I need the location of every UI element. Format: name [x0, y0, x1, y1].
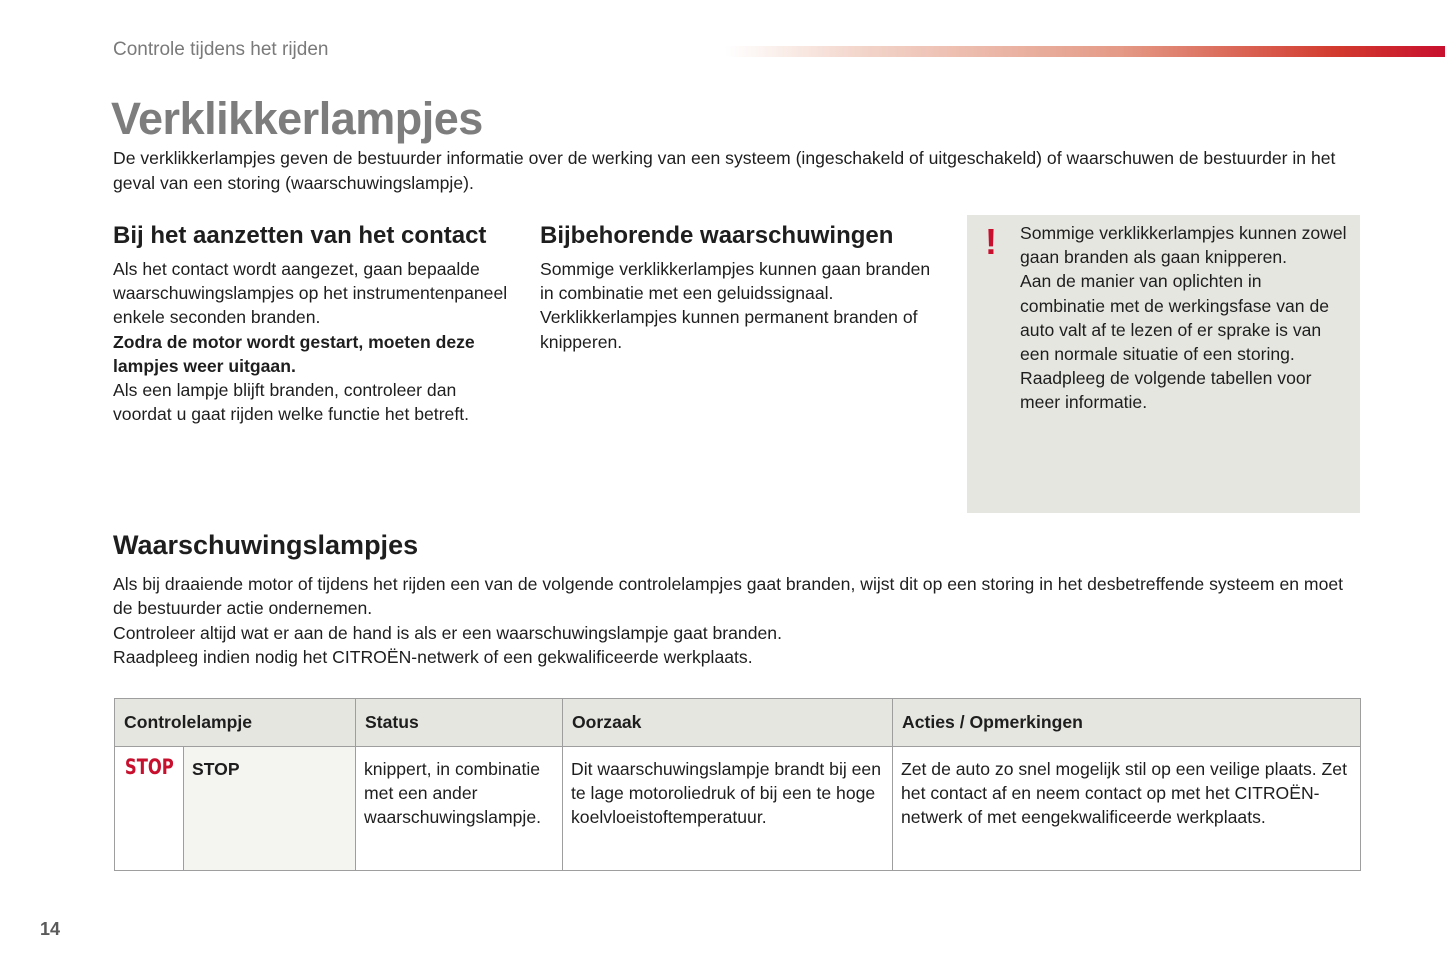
lamp-action: Zet de auto zo snel mogelijk stil op een veilige plaats. Zet het contact af en neem contact op met het CITROËN-netwerk of met eengekwalificeerde werkplaats.: [893, 747, 1361, 871]
icon-cell: [115, 747, 184, 871]
contact-text-2: Als een lampje blijft branden, controleer dan voordat u gaat rijden welke functie het betreft.: [113, 380, 469, 425]
warnings-text: [540, 257, 940, 354]
warnings-text-1: Sommige verklikkerlampjes kunnen gaan branden in combinatie met een geluidssignaal.: [540, 259, 931, 304]
contact-text-1: Als het contact wordt aangezet, gaan bepaalde waarschuwingslampjes op het instrumentenpaneel enkele seconden branden.: [113, 259, 508, 328]
section-heading: Waarschuwingslampjes: [113, 530, 419, 560]
note-text-3: Raadpleeg de volgende tabellen voor meer informatie.: [1020, 368, 1312, 413]
warning-lights-table: [114, 698, 1361, 871]
page-title: Verklikkerlampjes: [111, 93, 483, 144]
warnings-text-2: Verklikkerlampjes kunnen permanent branden of knipperen.: [540, 307, 918, 352]
note-text: [1020, 221, 1350, 415]
lamp-name: STOP: [184, 747, 356, 871]
section-text-3: Raadpleeg indien nodig het CITROËN-netwerk of een gekwalificeerde werkplaats.: [113, 646, 753, 667]
column-header-acties: Acties / Opmerkingen: [893, 699, 1361, 747]
column-header-status: Status: [356, 699, 563, 747]
heading-contact: Bij het aanzetten van het contact: [113, 222, 487, 249]
exclamation-icon: !: [985, 221, 997, 262]
note-text-1: Sommige verklikkerlampjes kunnen zowel gaan branden als gaan knipperen.: [1020, 223, 1347, 268]
column-header-controlelampje: Controlelampje: [115, 699, 356, 747]
lamp-status: knippert, in combinatie met een ander waarschuwingslampje.: [356, 747, 563, 871]
table-row: [115, 747, 1361, 871]
intro-paragraph: De verklikkerlampjes geven de bestuurder informatie over de werking van een systeem (ingeschakeld of uitgeschakeld) of waarschuwen de bestuurder in het geval van een storing (waarschuwingslampje).: [113, 148, 1336, 193]
page-number: 14: [40, 919, 61, 939]
running-header: Controle tijdens het rijden: [113, 39, 329, 60]
section-text-1: Als bij draaiende motor of tijdens het rijden een van de volgende controlelampjes gaat branden, wijst dit op een storing in het desbetreffende systeem en moet de bestuurder actie ondernemen.: [113, 574, 1344, 619]
contact-text-bold: Zodra de motor wordt gestart, moeten deze lampjes weer uitgaan.: [113, 331, 475, 376]
column-header-oorzaak: Oorzaak: [563, 699, 893, 747]
note-text-2: Aan de manier van oplichten in combinatie met de werkingsfase van de auto valt af te lezen of er sprake is van een normale situatie of een storing.: [1020, 271, 1330, 365]
section-text: [113, 572, 1363, 669]
heading-warnings: Bijbehorende waarschuwingen: [540, 222, 894, 249]
section-text-2: Controleer altijd wat er aan de hand is als er een waarschuwingslampje gaat branden.: [113, 622, 782, 643]
contact-text: [113, 257, 513, 426]
note-box: [967, 215, 1360, 513]
header-gradient-bar: [725, 46, 1445, 57]
lamp-cause: Dit waarschuwingslampje brandt bij een te lage motoroliedruk of bij een te hoge koelvloeistoftemperatuur.: [563, 747, 893, 871]
stop-warning-icon: STOP: [124, 755, 174, 779]
table-header-row: [115, 699, 1361, 747]
